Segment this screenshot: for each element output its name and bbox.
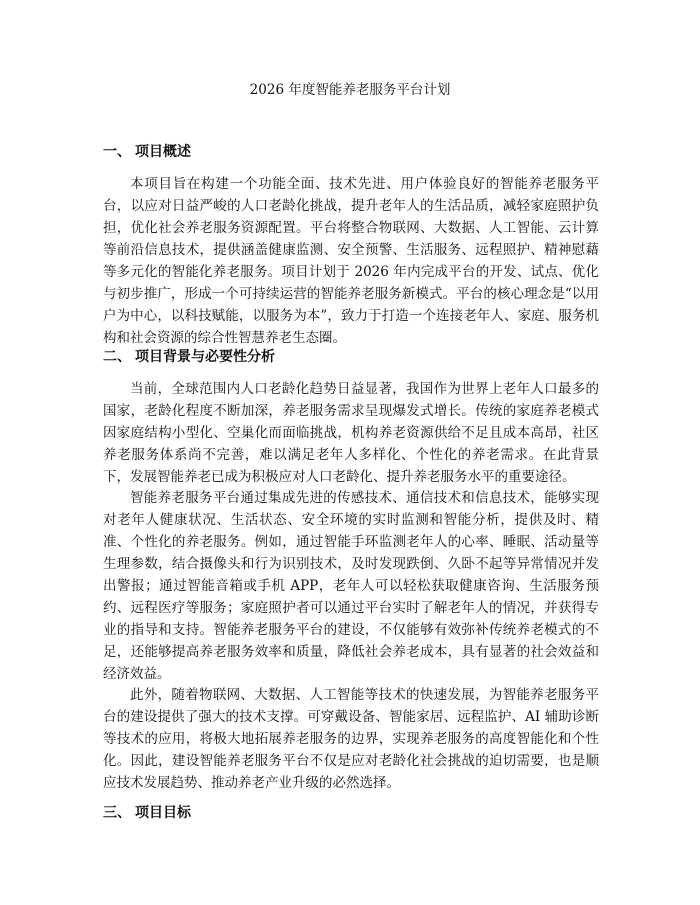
section-heading-text: 项目目标 <box>135 805 191 821</box>
section-heading-overview <box>103 142 191 162</box>
section-number: 二、 <box>103 349 131 365</box>
paragraph: 智能养老服务平台通过集成先进的传感技术、通信技术和信息技术，能够实现对老年人健康状况、生活状态、安全环境的实时监测和智能分析，提供及时、精准、个性化的养老服务。例如，通过智能手环监测老年人的心率、睡眠、活动量等生理参数，结合摄像头和行为识别技术，及时发现跌倒、久卧不起等异常情况并发出警报；通过智能音箱或手机 APP，老年人可以轻松获取健康咨询、生活服务预约、远程医疗等服务；家庭照护者可以通过平台实时了解老年人的情况，并获得专业的指导和支持。智能养老服务平台的建设，不仅能够有效弥补传统养老模式的不足，还能够提高养老服务效率和质量，降低社会养老成本，具有显著的社会效益和经济效益。 <box>103 490 599 682</box>
section-heading-text: 项目概述 <box>135 144 191 160</box>
document-title: 2026 年度智能养老服务平台计划 <box>249 82 451 98</box>
paragraph: 当前，全球范围内人口老龄化趋势日益显著，我国作为世界上老年人口最多的国家，老龄化程度不断加深，养老服务需求呈现爆发式增长。传统的家庭养老模式因家庭结构小型化、空巢化而面临挑战，机构养老资源供给不足且成本高昂，社区养老服务体系尚不完善，难以满足老年人多样化、个性化的养老需求。在此背景下，发展智能养老已成为积极应对人口老龄化、提升养老服务水平的重要途径。 <box>103 381 599 485</box>
section-heading-goals <box>103 803 191 823</box>
paragraph: 本项目旨在构建一个功能全面、技术先进、用户体验良好的智能养老服务平台，以应对日益严峻的人口老龄化挑战，提升老年人的生活品质，减轻家庭照护负担，优化社会养老服务资源配置。平台将整合物联网、大数据、人工智能、云计算等前沿信息技术，提供涵盖健康监测、安全预警、生活服务、远程照护、精神慰藉等多元化的智能化养老服务。项目计划于 2026 年内完成平台的开发、试点、优化与初步推广，形成一个可持续运营的智能养老服务新模式。平台的核心理念是“以用户为中心，以科技赋能，以服务为本”，致力于打造一个连接老年人、家庭、服务机构和社会资源的综合性智慧养老生态圈。 <box>103 176 599 346</box>
section-heading-background <box>103 347 275 367</box>
section-number: 三、 <box>103 805 131 821</box>
paragraph: 此外，随着物联网、大数据、人工智能等技术的快速发展，为智能养老服务平台的建设提供了强大的技术支撑。可穿戴设备、智能家居、远程监护、AI 辅助诊断等技术的应用，将极大地拓展养老服务的边界，实现养老服务的高度智能化和个性化。因此，建设智能养老服务平台不仅是应对老龄化社会挑战的迫切需要，也是顺应技术发展趋势、推动养老产业升级的必然选择。 <box>103 687 599 791</box>
section-number: 一、 <box>103 144 131 160</box>
section-heading-text: 项目背景与必要性分析 <box>135 349 275 365</box>
